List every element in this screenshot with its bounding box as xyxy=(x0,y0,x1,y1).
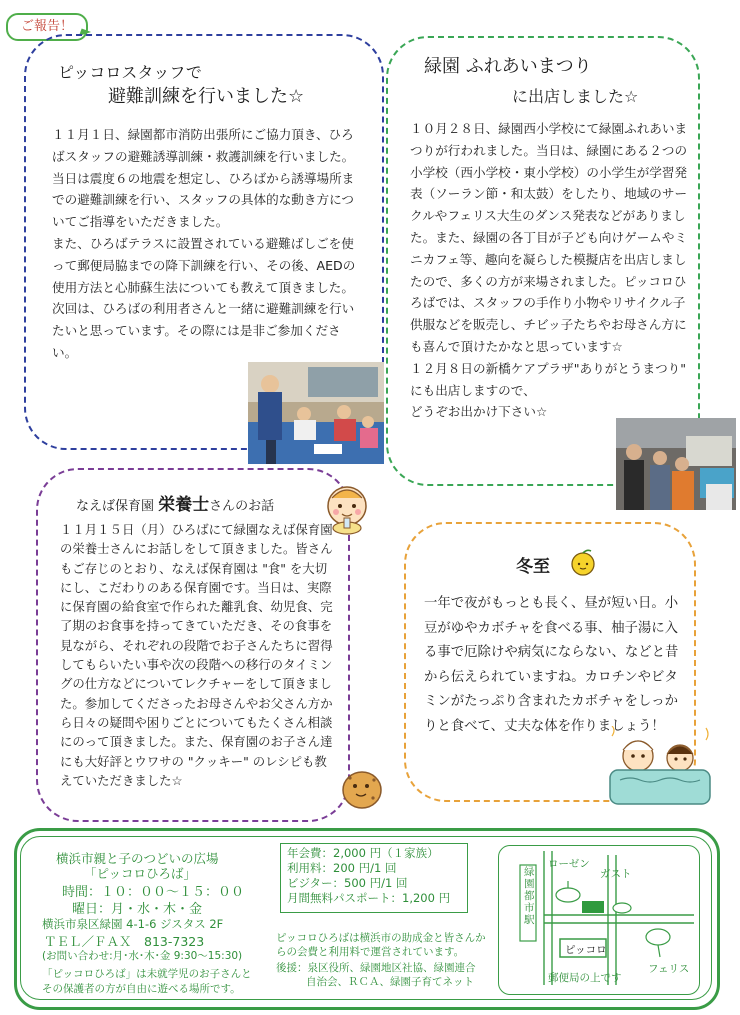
map-piccolo-label: ピッコロ xyxy=(565,944,607,956)
nutritionist-title-suffix: さんのお話 xyxy=(209,499,275,514)
inquiry-hours: (お問い合わせ:月･水･木･金 9:30～15:30) xyxy=(42,950,243,962)
cookie-illustration xyxy=(340,768,384,810)
evacuation-title-line2: 避難訓練を行いました☆ xyxy=(108,86,305,107)
evacuation-photo xyxy=(248,362,384,464)
note-line2: その保護者の方が自由に遊べる場所です。 xyxy=(42,983,241,995)
org-subname: 「ピッコロひろば」 xyxy=(84,866,197,881)
map-gusto-label: ガスト xyxy=(600,868,632,880)
fee-annual: 年会費：2,000 円（１家族） xyxy=(287,846,439,860)
org-name: 横浜市親と子のつどいの広場 xyxy=(56,851,219,866)
nutritionist-title-prefix: なえば保育園 xyxy=(76,499,155,514)
map-post-office-label: 郵便局の上です xyxy=(548,972,622,984)
nutritionist-title xyxy=(76,490,274,515)
fee-usage: 利用料：200 円/1 回 xyxy=(287,861,397,875)
support-line1: 後援：泉区役所、緑園地区社協、緑園連合 xyxy=(276,962,476,974)
fee-visitor: ビジター：500 円/1 回 xyxy=(287,876,408,890)
nutritionist-title-bold: 栄養士 xyxy=(158,495,210,515)
festival-title-line2: に出店しました☆ xyxy=(512,87,639,106)
tel-fax: ＴＥＬ／ＦＡＸ 813-7323 xyxy=(44,934,205,949)
map-station-label: 緑園都市駅 xyxy=(524,866,535,926)
report-tag: ご報告！ xyxy=(6,13,88,41)
festival-title-line1: 緑園 ふれあいまつり xyxy=(424,56,592,77)
funding-line1: ピッコロひろばは横浜市の助成金と皆さんか xyxy=(276,932,486,944)
festival-paragraph: １０月２８日、緑園西小学校にて緑園ふれあいまつりが行われました。当日は、緑園にある２つの小学校（西小学校・東小学校）の小学生が学習発表（ソーラン節・和太鼓）をしたり、地域のサークルやフェリス大生のダンス発表などがありました。また、緑園の各丁目が子ども向けゲームやミニカフェ等、趣向を凝らした模擬店を出店しましたので、多くの方が来場されました。ピッコロひろばでは、スタッフの手作り小物やリサイクル子供服などを販売し、チビッ子たちやお母さん方にも喜んで頂けたかなと思っています☆ １２月８日の新橋ケアプラザ"ありがとうまつり" にも出店しますので、 どうぞお出かけ下さい☆ xyxy=(410,121,688,420)
funding-line2: らの会費と利用料で運営されています。 xyxy=(276,946,465,958)
evacuation-title-line1: ピッコロスタッフで xyxy=(58,63,202,82)
days: 曜日：月・水・木・金 xyxy=(72,902,203,917)
evacuation-paragraph: １１月１日、緑園都市消防出張所にご協力頂き、ひろばスタッフの避難誘導訓練・救護訓練を行いました。当日は震度６の地震を想定し、ひろばから誘導場所までの避難訓練を行い、スタッフの具体的な動き方についてご指導をいただきました。 また、ひろばテラスに設置されている避難ばしごを使って郵便局脇までの降下訓練を行い、その後、AEDの使用方法と心肺蘇生法についても教えて頂きました。 次回は、ひろばの利用者さんと一緒に避難訓練を行いたいと思っています。その際には是非ご参加ください。 xyxy=(52,127,356,360)
map-lawson-label: ローゼン xyxy=(548,858,590,870)
yuzu-icon xyxy=(568,548,598,576)
address: 横浜市泉区緑園 4-1-6 ジスタス 2F xyxy=(42,917,224,931)
support-line2: 自治会、ＲＣＡ、緑園子育てネット xyxy=(306,976,474,988)
note-line1: 「ピッコロひろば」は未就学児のお子さんと xyxy=(42,968,252,980)
fee-passport: 月間無料パスポート：1,200 円 xyxy=(287,891,451,905)
bath-illustration xyxy=(606,726,714,808)
winter-solstice-paragraph: 一年で夜がもっとも長く、昼が短い日。小豆がゆやカボチャを食べる事、柚子湯に入る事で厄除けや病気にならない、などと昔から伝えられていますね。カロチンやビタミンがたっぷり含まれたカボチャをしっかりと食べて、丈夫な体を作りましょう！ xyxy=(424,596,679,734)
festival-photo xyxy=(616,418,736,510)
map-ferris-label: フェリス xyxy=(648,963,690,975)
winter-solstice-title: 冬至 xyxy=(516,557,550,577)
nutritionist-paragraph: １１月１５日（月）ひろばにて緑園なえば保育園の栄養士さんにお話しをして頂きました。皆さんもご存じのとおり、なえば保育園は "食" を大切にし、こだわりのある保育園です。当日は、実際に保育園の給食室で作られた離乳食、幼児食、完了期のお食事を持ってきていただき、その食事を見ながら、それぞれの段階でお子さんたちに習得してもらいたい事や次の段階への移行のタイミングの仕方などについてレクチャーをして頂きました。参加してくださったお母さんやお父さん方から日々の疑問や困りごとについてもたくさん相談にのって頂きました。また、保育園のお子さん達にも大好評とウワサの "クッキー" のレシピも教えていただきました☆ xyxy=(60,522,333,788)
hours: 時間：１０：００～１５：００ xyxy=(62,885,245,900)
fees-box xyxy=(280,843,468,913)
